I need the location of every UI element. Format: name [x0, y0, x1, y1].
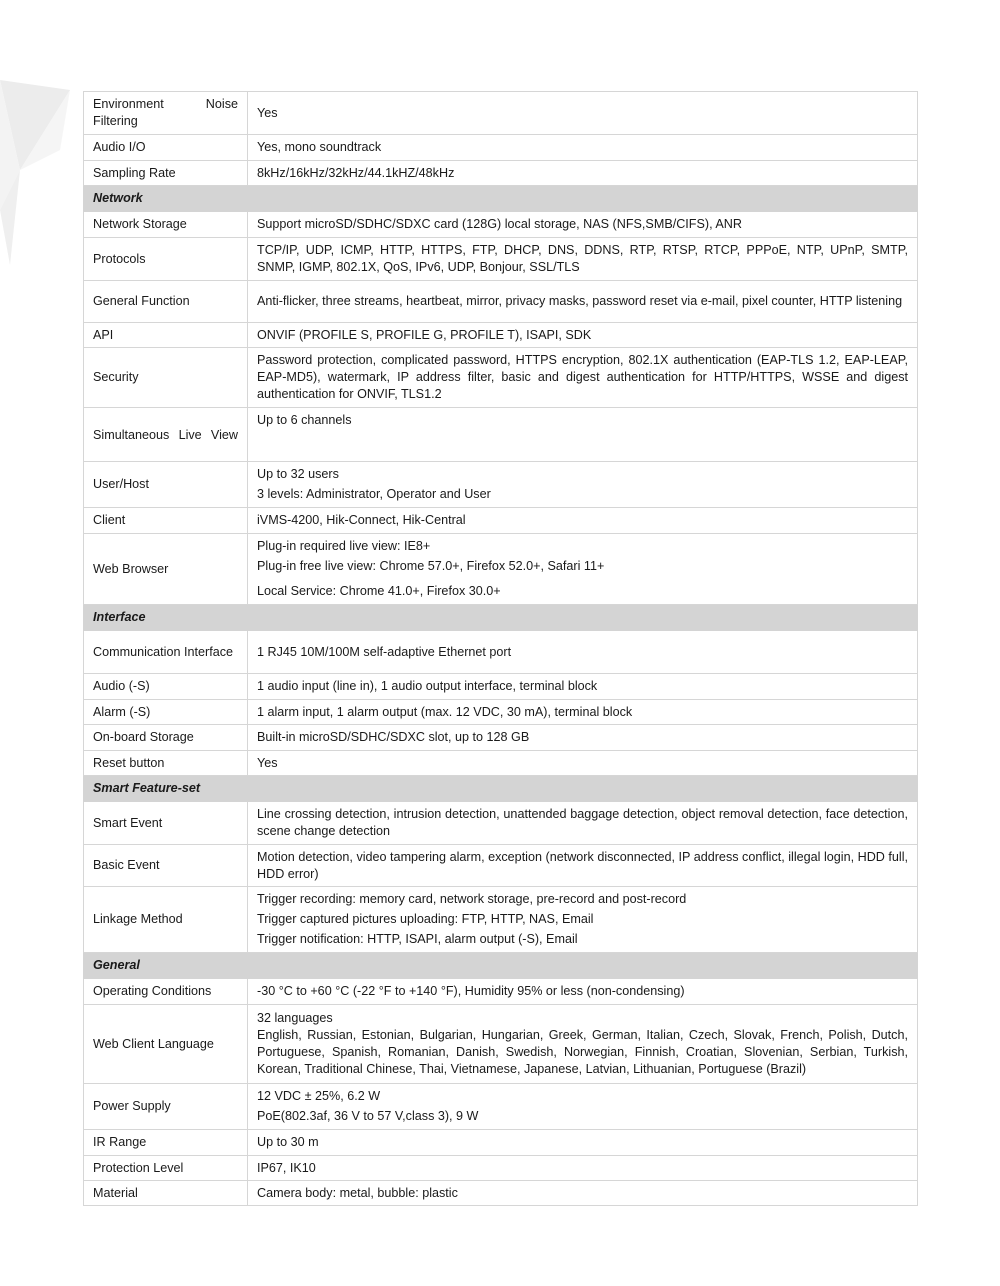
spec-label: Environment Noise Filtering — [84, 92, 248, 135]
spec-row — [84, 408, 918, 462]
spec-value-line: Local Service: Chrome 41.0+, Firefox 30.0+ — [257, 584, 501, 598]
spec-value-line: 32 languages — [257, 1011, 333, 1025]
spec-label: Material — [84, 1181, 248, 1206]
watermark-logo-icon — [0, 60, 80, 280]
spec-row — [84, 348, 918, 408]
spec-label: Operating Conditions — [84, 979, 248, 1005]
spec-row — [84, 1130, 918, 1156]
spec-value-line: Yes — [257, 105, 278, 120]
section-header-blank — [248, 953, 918, 979]
spec-value — [248, 725, 918, 751]
spec-value-line: Anti-flicker, three streams, heartbeat, mirror, privacy masks, password reset via e-mail, pixel counter, HTTP listening — [257, 294, 903, 308]
spec-value-line: Up to 6 channels — [257, 413, 352, 427]
spec-row — [84, 238, 918, 281]
spec-row — [84, 1084, 918, 1130]
spec-value-line: IP67, IK10 — [257, 1160, 316, 1175]
spec-value — [248, 161, 918, 186]
spec-value — [248, 238, 918, 281]
spec-label: Linkage Method — [84, 887, 248, 953]
spec-value — [248, 508, 918, 534]
spec-label: Protection Level — [84, 1156, 248, 1181]
spec-row — [84, 845, 918, 887]
spec-value — [248, 534, 918, 605]
spec-label: Alarm (-S) — [84, 700, 248, 725]
spec-value-line: Motion detection, video tampering alarm, exception (network disconnected, IP address conflict, illegal login, HDD full, HDD error) — [257, 849, 908, 881]
spec-label: Reset button — [84, 751, 248, 776]
spec-label: Security — [84, 348, 248, 408]
spec-row — [84, 1181, 918, 1206]
spec-value — [248, 92, 918, 135]
spec-value-line: Yes, mono soundtrack — [257, 140, 382, 154]
spec-row — [84, 92, 918, 135]
spec-label: Simultaneous Live View — [84, 408, 248, 462]
spec-row — [84, 1005, 918, 1084]
spec-value-line: 3 levels: Administrator, Operator and User — [257, 487, 491, 501]
spec-value — [248, 462, 918, 508]
spec-value — [248, 979, 918, 1005]
spec-row — [84, 281, 918, 323]
spec-label: API — [84, 323, 248, 348]
spec-label: Basic Event — [84, 845, 248, 887]
spec-label: User/Host — [84, 462, 248, 508]
spec-value-line: 1 alarm input, 1 alarm output (max. 12 VDC, 30 mA), terminal block — [257, 704, 633, 719]
spec-row — [84, 212, 918, 238]
spec-value-line: Camera body: metal, bubble: plastic — [257, 1185, 458, 1200]
spec-value — [248, 323, 918, 348]
spec-value-line: Trigger captured pictures uploading: FTP, HTTP, NAS, Email — [257, 912, 594, 926]
spec-value-line: Password protection, complicated password, HTTPS encryption, 802.1X authentication (EAP-TLS 1.2, EAP-LEAP, EAP-MD5), watermark, IP address filter, basic and digest authentication for HTTP/HTTPS, WSSE and digest authentication for ONVIF, TLS1.2 — [257, 353, 908, 401]
spec-table — [83, 91, 918, 1206]
spec-value-line: Yes — [257, 755, 278, 770]
spec-row — [84, 631, 918, 674]
spec-row — [84, 887, 918, 953]
spec-value — [248, 1084, 918, 1130]
spec-label: Protocols — [84, 238, 248, 281]
spec-value — [248, 212, 918, 238]
spec-value — [248, 135, 918, 161]
spec-value — [248, 845, 918, 887]
spec-value — [248, 887, 918, 953]
section-header-blank — [248, 605, 918, 631]
spec-value-line: Built-in microSD/SDHC/SDXC slot, up to 128 GB — [257, 730, 530, 744]
spec-label: Smart Event — [84, 802, 248, 845]
spec-value-line: Trigger recording: memory card, network storage, pre-record and post-record — [257, 892, 687, 906]
spec-value-line: PoE(802.3af, 36 V to 57 V,class 3), 9 W — [257, 1109, 479, 1123]
spec-label: Communication Interface — [84, 631, 248, 674]
spec-label: Sampling Rate — [84, 161, 248, 186]
spec-label: Power Supply — [84, 1084, 248, 1130]
spec-row — [84, 979, 918, 1005]
section-header-row — [84, 605, 918, 631]
spec-value — [248, 408, 918, 462]
section-header-row — [84, 186, 918, 212]
spec-label: General Function — [84, 281, 248, 323]
spec-value-line: Plug-in required live view: IE8+ — [257, 539, 431, 553]
spec-label: Audio (-S) — [84, 674, 248, 700]
spec-value-line: iVMS-4200, Hik-Connect, Hik-Central — [257, 513, 466, 527]
section-header-blank — [248, 186, 918, 212]
spec-value — [248, 281, 918, 323]
spec-value-line: Trigger notification: HTTP, ISAPI, alarm output (-S), Email — [257, 932, 578, 946]
section-header-blank — [248, 776, 918, 802]
spec-label: Audio I/O — [84, 135, 248, 161]
spec-value-line: TCP/IP, UDP, ICMP, HTTP, HTTPS, FTP, DHCP, DNS, DDNS, RTP, RTSP, RTCP, PPPoE, NTP, UPnP, SMTP, SNMP, IGMP, 802.1X, QoS, IPv6, UDP, Bonjour, SSL/TLS — [257, 243, 908, 274]
spec-value-line: Plug-in free live view: Chrome 57.0+, Firefox 52.0+, Safari 11+ — [257, 559, 605, 573]
spec-value — [248, 1005, 918, 1084]
spec-value — [248, 348, 918, 408]
section-header-row — [84, 953, 918, 979]
section-title: Smart Feature-set — [84, 776, 248, 802]
spec-row — [84, 1156, 918, 1181]
spec-row — [84, 700, 918, 725]
spec-value — [248, 631, 918, 674]
spec-row — [84, 751, 918, 776]
spec-value-line: 8kHz/16kHz/32kHz/44.1kHZ/48kHz — [257, 165, 455, 180]
spec-row — [84, 323, 918, 348]
spec-value-line: English, Russian, Estonian, Bulgarian, Hungarian, Greek, German, Italian, Czech, Slovak, French, Polish, Dutch, Portuguese, Spanish, Romanian, Danish, Swedish, Norwegian, Finnish, Croatian, Slovenian, Serbian, Turkish, Korean, Traditional Chinese, Thai, Vietnamese, Japanese, Latvian, Lithuanian, Portuguese (Brazil) — [257, 1028, 908, 1076]
spec-value — [248, 751, 918, 776]
spec-value — [248, 1156, 918, 1181]
spec-label: Client — [84, 508, 248, 534]
spec-value-line: Support microSD/SDHC/SDXC card (128G) local storage, NAS (NFS,SMB/CIFS), ANR — [257, 217, 742, 231]
spec-value — [248, 1181, 918, 1206]
spec-row — [84, 534, 918, 605]
spec-label: Network Storage — [84, 212, 248, 238]
spec-row — [84, 161, 918, 186]
spec-value — [248, 700, 918, 725]
section-title: General — [84, 953, 248, 979]
spec-value-line: Up to 30 m — [257, 1135, 319, 1149]
spec-value-line: Line crossing detection, intrusion detection, unattended baggage detection, object removal detection, face detection, scene change detection — [257, 807, 908, 838]
spec-value-line: 1 RJ45 10M/100M self-adaptive Ethernet port — [257, 644, 512, 659]
spec-value-line: ONVIF (PROFILE S, PROFILE G, PROFILE T), ISAPI, SDK — [257, 327, 592, 342]
spec-label: Web Browser — [84, 534, 248, 605]
spec-value-line: 1 audio input (line in), 1 audio output interface, terminal block — [257, 679, 598, 693]
spec-row — [84, 674, 918, 700]
spec-value-line: 12 VDC ± 25%, 6.2 W — [257, 1089, 381, 1103]
spec-label: On-board Storage — [84, 725, 248, 751]
section-title: Network — [84, 186, 248, 212]
spec-row — [84, 508, 918, 534]
section-header-row — [84, 776, 918, 802]
spec-label: IR Range — [84, 1130, 248, 1156]
spec-value-line: -30 °C to +60 °C (-22 °F to +140 °F), Humidity 95% or less (non-condensing) — [257, 984, 685, 998]
spec-value-line: Up to 32 users — [257, 467, 339, 481]
spec-row — [84, 462, 918, 508]
spec-value — [248, 1130, 918, 1156]
spec-row — [84, 135, 918, 161]
spec-value — [248, 802, 918, 845]
spec-row — [84, 725, 918, 751]
spec-row — [84, 802, 918, 845]
spec-label: Web Client Language — [84, 1005, 248, 1084]
spec-value — [248, 674, 918, 700]
section-title: Interface — [84, 605, 248, 631]
